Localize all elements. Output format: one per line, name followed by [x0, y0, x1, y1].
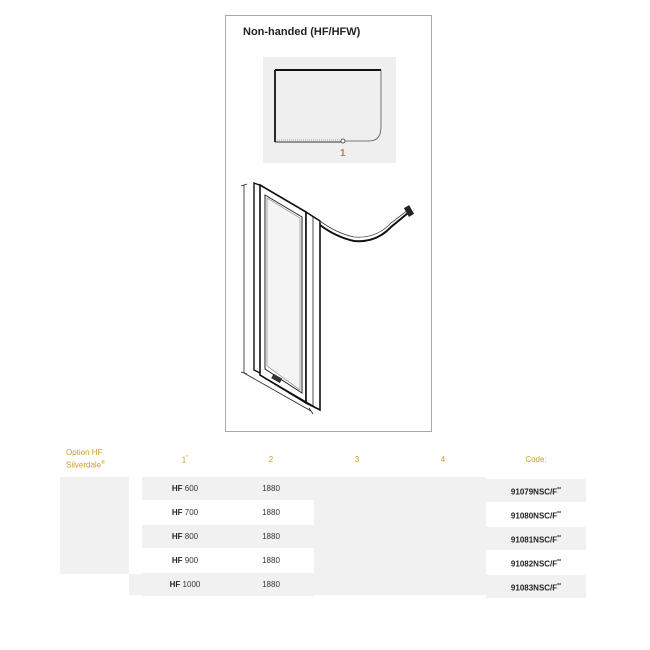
registered-mark: ®	[101, 460, 105, 466]
col-header-2: 2	[268, 455, 274, 464]
col-header-code: Code:	[525, 455, 547, 464]
table-row-2-height: 1880	[262, 508, 280, 517]
code-value: 91080NSC/F	[510, 511, 558, 521]
col-header-1	[142, 455, 228, 465]
code-mark: **	[557, 583, 562, 589]
size-prefix: HF	[171, 508, 183, 517]
size-value: 600	[184, 484, 199, 493]
row-5-spacer	[129, 574, 142, 595]
col4-block	[400, 477, 486, 595]
size-prefix: HF	[171, 484, 183, 493]
size-value: 1000	[182, 580, 201, 589]
col3-block	[314, 477, 400, 595]
table-row-5-height: 1880	[228, 573, 314, 596]
code-mark: **	[557, 511, 562, 517]
diagram-title: Non-handed (HF/HFW)	[243, 26, 361, 38]
table-row-3-size	[142, 525, 228, 548]
table-row-5-size	[142, 573, 228, 596]
diagram-card	[225, 15, 432, 432]
size-value: 700	[184, 508, 199, 517]
code-mark: **	[557, 487, 562, 493]
table-row-4-code	[486, 551, 586, 574]
table-row-4-size	[142, 549, 228, 572]
plan-view	[263, 57, 396, 163]
size-value: 900	[184, 556, 199, 565]
table-row-4-height: 1880	[262, 556, 280, 565]
size-prefix: HF	[171, 556, 183, 565]
code-value: 91081NSC/F	[510, 535, 558, 545]
table-row-1-code	[486, 479, 586, 502]
table-row-1-height: 1880	[228, 477, 314, 500]
table-row-2-code	[486, 503, 586, 526]
table-row-3-height: 1880	[228, 525, 314, 548]
code-value: 91079NSC/F	[510, 487, 558, 497]
option-block	[60, 477, 129, 574]
size-prefix: HF	[169, 580, 181, 589]
isometric-drawing	[236, 179, 426, 424]
option-line2	[66, 458, 105, 471]
code-mark: **	[557, 535, 562, 541]
col-header-1-text: 1	[181, 455, 187, 465]
table-row-5-code	[486, 575, 586, 598]
col-header-3: 3	[354, 455, 360, 464]
option-line1: Option HF	[66, 448, 103, 457]
col-header-1-mark: *	[186, 455, 189, 461]
table-row-2-size	[142, 501, 228, 524]
table-row-3-code	[486, 527, 586, 550]
code-mark: **	[557, 559, 562, 565]
table-row-1-size	[142, 477, 228, 500]
code-value: 91083NSC/F	[510, 583, 558, 593]
col-header-4: 4	[440, 455, 446, 464]
size-value: 800	[184, 532, 199, 541]
option-header	[66, 447, 105, 471]
plan-label: 1	[340, 148, 346, 159]
option-line2-text: Silverdale	[66, 460, 102, 470]
code-value: 91082NSC/F	[510, 559, 558, 569]
size-prefix: HF	[171, 532, 183, 541]
isometric-view	[236, 179, 426, 429]
plan-view-drawing	[263, 57, 396, 163]
